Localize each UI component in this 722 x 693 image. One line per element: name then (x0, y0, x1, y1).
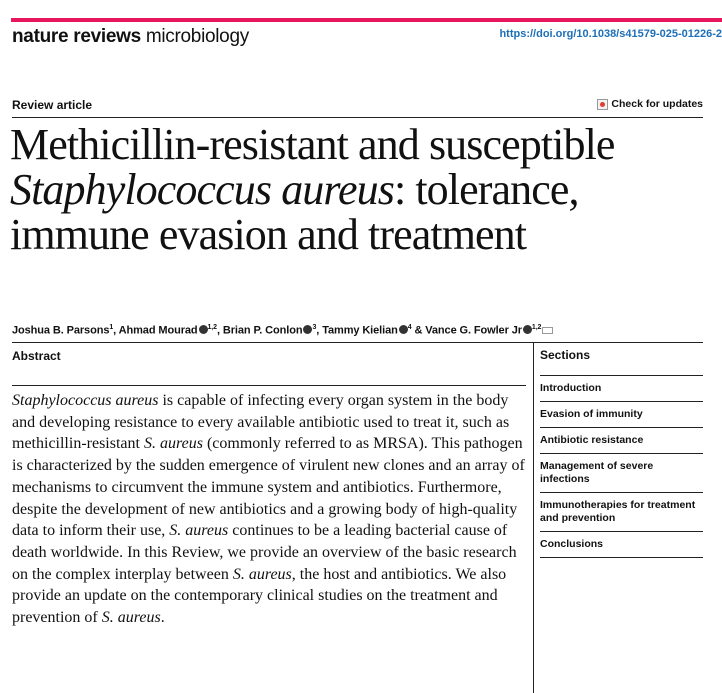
section-link[interactable]: Management of severe infections (540, 454, 703, 493)
title-species: Staphylococcus aureus (10, 165, 394, 214)
abstract-segment: is capable of infecting every organ system in the body and developing resistance to every available antibiotic used to treat it, such as methicillin-resistant (12, 392, 510, 453)
authors-divider (12, 342, 703, 343)
doi-link[interactable]: https://doi.org/10.1038/s41579-025-01226-2 (499, 28, 722, 40)
section-link[interactable]: Conclusions (540, 532, 703, 558)
section-link[interactable]: Immunotherapies for treatment and prevention (540, 493, 703, 532)
author-separator: , (113, 324, 119, 337)
author-affiliation: 4 (407, 324, 412, 331)
abstract-segment: continues to be a leading bacterial cause of death worldwide. In this Review, we provide an overview of the basic research on the complex interplay between (12, 522, 517, 583)
abstract-segment: (commonly referred to as MRSA). This pathogen is characterized by the sudden emergence of virulent new clones and an array of mechanisms to circumvent the immune system and antibiotics. Furthermore, despite the development of new antibiotics and a growing body of high-quality data to inform their use, (12, 435, 525, 540)
section-link[interactable]: Introduction (540, 376, 703, 402)
email-icon[interactable] (542, 327, 553, 334)
orcid-icon[interactable] (199, 325, 208, 334)
sections-heading: Sections (540, 348, 591, 362)
article-type: Review article (12, 98, 93, 112)
author-name[interactable]: Vance G. Fowler Jr (425, 324, 522, 337)
title-line-3: immune evasion and treatment (10, 210, 527, 259)
author-separator: , (316, 324, 323, 337)
abstract-species-name: S. aureus (143, 435, 203, 453)
orcid-icon[interactable] (523, 325, 532, 334)
check-for-updates-button[interactable] (597, 98, 703, 110)
abstract-segment: , the host and antibiotics. We also provide an update on the contemporary clinical studies on the treatment and prevention of (12, 565, 507, 627)
title-line-2-rest: : tolerance, (393, 165, 579, 214)
journal-name-bold: nature reviews (12, 26, 141, 47)
author-name[interactable]: Brian P. Conlon (222, 324, 303, 337)
article-title (10, 122, 715, 257)
journal-name-subject: microbiology (145, 26, 249, 47)
author-name[interactable]: Joshua B. Parsons (12, 324, 110, 337)
abstract-species-name: S. aureus (169, 522, 229, 540)
author-affiliation: 3 (312, 324, 317, 331)
section-link[interactable]: Evasion of immunity (540, 402, 703, 428)
abstract-heading: Abstract (12, 349, 61, 363)
header-divider (12, 117, 703, 118)
check-for-updates-label: Check for updates (611, 98, 703, 110)
section-link[interactable]: Antibiotic resistance (540, 428, 703, 454)
abstract-species-name: S. aureus (232, 565, 292, 583)
title-line-1: Methicillin-resistant and susceptible (10, 120, 615, 169)
journal-logo[interactable] (12, 26, 249, 48)
abstract-divider (12, 385, 526, 386)
author-separator: , (216, 324, 223, 337)
crossmark-icon (597, 99, 608, 110)
abstract-species-name: Staphylococcus aureus (12, 392, 159, 409)
author-name[interactable]: Tammy Kielian (322, 324, 398, 337)
column-divider (533, 343, 534, 693)
author-affiliation: 1 (109, 324, 114, 331)
author-separator: & (411, 324, 426, 337)
author-affiliation: 1,2 (207, 324, 217, 331)
abstract-species-name: S. aureus (101, 609, 161, 627)
sections-panel (540, 348, 703, 558)
author-name[interactable]: Ahmad Mourad (118, 324, 198, 337)
author-list (12, 324, 553, 337)
sections-list (540, 376, 703, 558)
orcid-icon[interactable] (399, 325, 408, 334)
author-affiliation: 1,2 (531, 324, 542, 331)
abstract-segment: . (160, 609, 165, 627)
brand-bar (11, 18, 722, 22)
abstract-text (12, 390, 532, 629)
